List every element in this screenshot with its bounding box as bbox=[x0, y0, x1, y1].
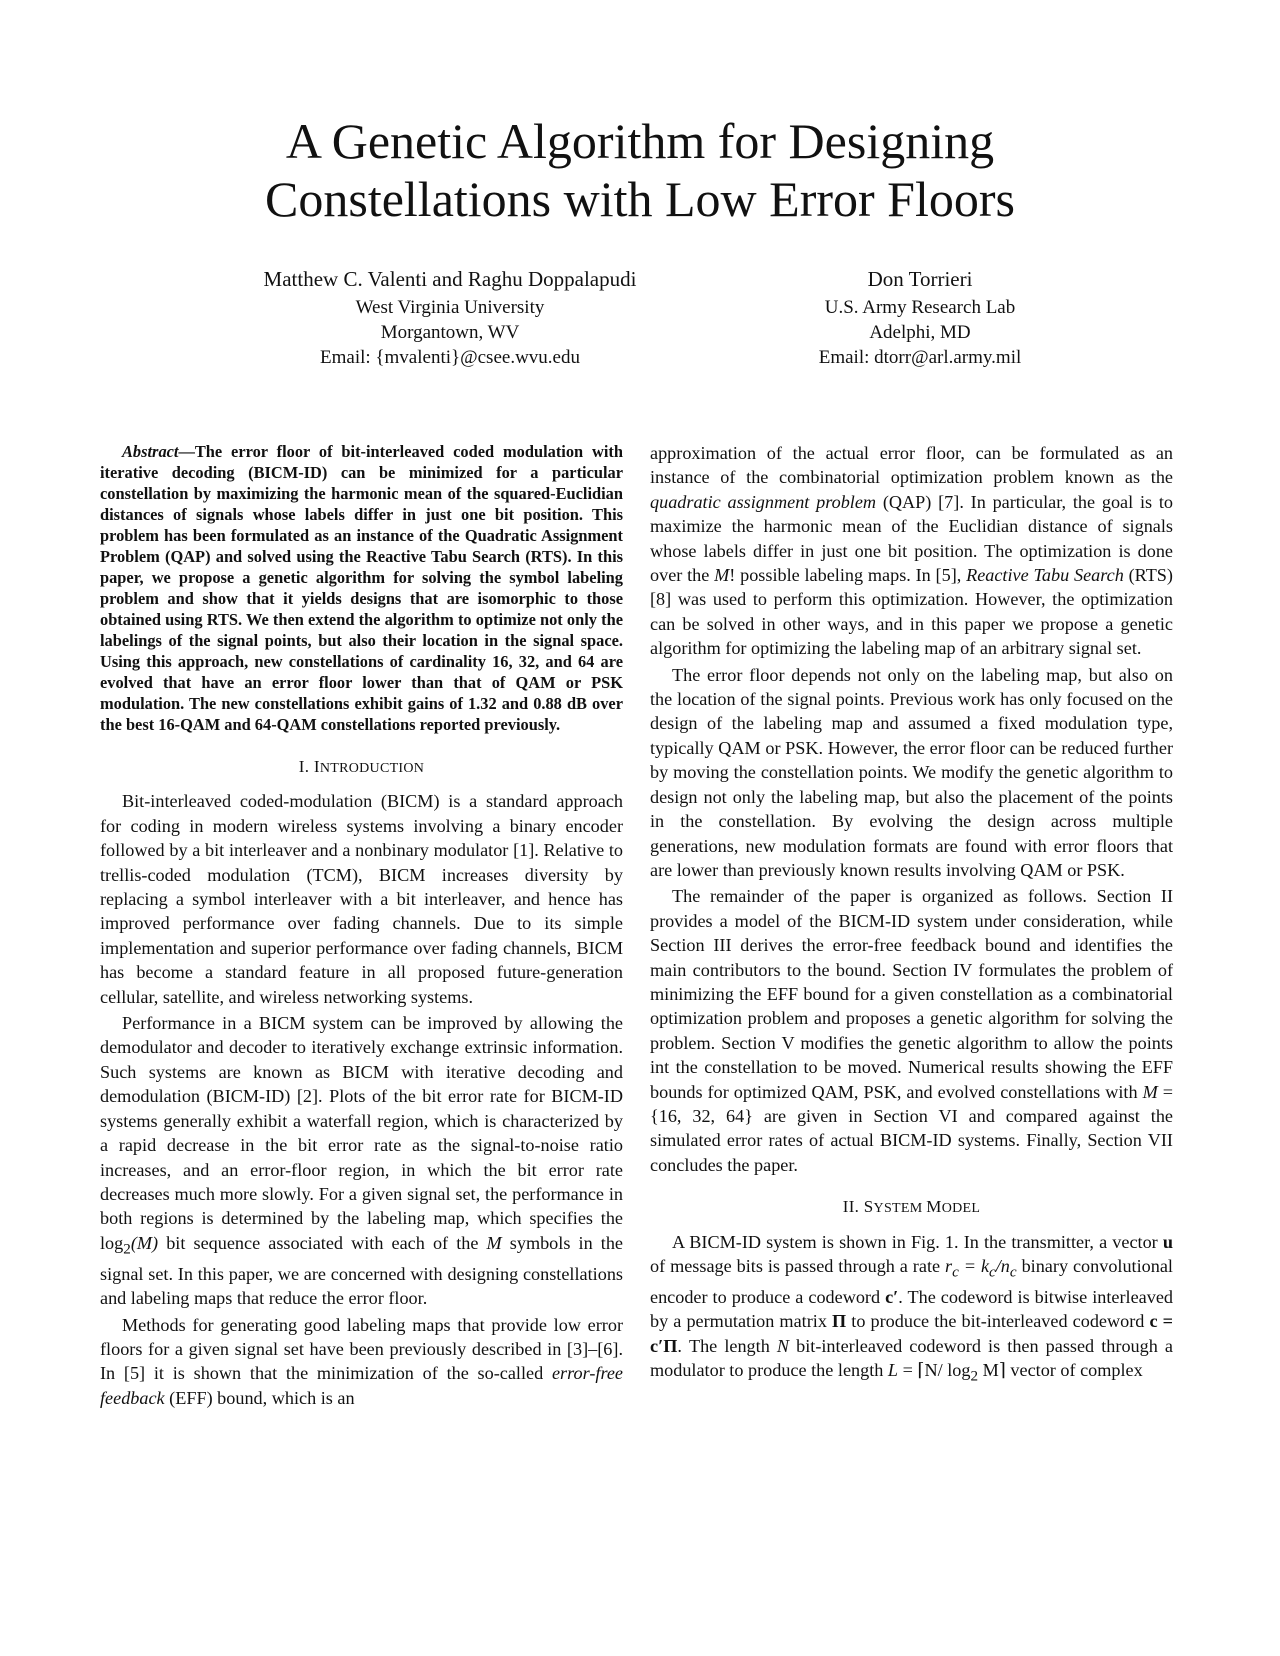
author-affiliation: U.S. Army Research Lab bbox=[824, 297, 1016, 318]
intro-paragraph-1: Bit-interleaved coded-modulation (BICM) is a standard approach for coding in modern wireless systems involving a binary encoder followed by a bit interleaver and a nonbinary modulator [1]. Relative to trellis-coded modulation (TCM), BICM increases diversity by replacing a symbol interleaver with a bit interleaver, and hence has improved performance over fading channels. Due to its simple implementation and superior performance over fading channels, BICM has become a standard feature in all proposed future-generation cellular, satellite, and wireless networking systems. bbox=[100, 791, 623, 1007]
title-line-2: Constellations with Low Error Floors bbox=[265, 171, 1015, 227]
abstract-label: Abstract bbox=[122, 442, 179, 461]
title-line-1: A Genetic Algorithm for Designing bbox=[285, 113, 995, 169]
author-block-left bbox=[230, 266, 670, 370]
section-heading-introduction: I. INTRODUCTION bbox=[298, 757, 425, 776]
section-heading-system-model: II. SYSTEM MODEL bbox=[842, 1197, 981, 1217]
right-paragraph-2: The error floor depends not only on the labeling map, but also on the location of the signal points. Previous work has only focused on the design of the labeling map and assumed a fixed modulation type, typically QAM or PSK. However, the error floor can be reduced further by moving the constellation points. We modify the genetic algorithm to design not only the labeling map, but also the placement of the points in the constellation. By evolving the design across multiple generations, new modulation formats are found with error floors that are lower than previously known results involving QAM or PSK. bbox=[650, 664, 1173, 880]
right-column bbox=[650, 441, 1173, 1391]
intro-paragraph-3: Methods for generating good labeling maps that provide low error floors for a given signal set have been previously described in [3]–[6]. In [5] it is shown that the minimization of the so-called error-free feedback (EFF) bound, which is an bbox=[100, 1314, 623, 1408]
author-affiliation: West Virginia University bbox=[355, 297, 545, 318]
right-paragraph-3: The remainder of the paper is organized as follows. Section II provides a model of the BICM-ID system under consideration, while Section III derives the error-free feedback bound and identifies the main contributors to the bound. Section IV formulates the problem of minimizing the EFF bound for a given constellation as a combinatorial optimization problem and proposes a genetic algorithm for solving the problem. Section V modifies the genetic algorithm to allow the points int the constellation to be moved. Numerical results showing the EFF bounds for optimized QAM, PSK, and evolved constellations with M = {16, 32, 64} are given in Section VI and compared against the simulated error rates of actual BICM-ID systems. Finally, Section VII concludes the paper. bbox=[650, 886, 1173, 1175]
author-names: Don Torrieri bbox=[867, 267, 973, 291]
intro-paragraph-2: Performance in a BICM system can be improved by allowing the demodulator and decoder to iteratively exchange extrinsic information. Such systems are known as BICM with iterative decoding and demodulation (BICM-ID) [2]. Plots of the bit error rate for BICM-ID systems generally exhibit a waterfall region, which is characterized by a rapid decrease in the bit error rate as the signal-to-noise ratio increases, and an error-floor region, in which the bit error rate decreases much more slowly. For a given signal set, the performance in both regions is determined by the labeling map, which specifies the $\log_2(M)$ bit sequence associated with each of the M symbols in the signal set. In this paper, we are concerned with designing constellations and labeling maps that reduce the error floor. bbox=[100, 1013, 623, 1309]
author-location: Adelphi, MD bbox=[869, 322, 971, 343]
right-paragraph-1: approximation of the actual error floor, can be formulated as an instance of the combinatorial optimization problem known as the quadratic assignment problem (QAP) [7]. In particular, the goal is to maximize the harmonic mean of the Euclidian distance of signals whose labels differ in just one bit position. The optimization is done over the M! possible labeling maps. In [5], Reactive Tabu Search (RTS) [8] was used to perform this optimization. However, the optimization can be solved in other ways, and in this paper we propose a genetic algorithm for optimizing the labeling map of an arbitrary signal set. bbox=[650, 443, 1173, 659]
author-email: Email: {mvalenti}@csee.wvu.edu bbox=[320, 347, 580, 368]
abstract bbox=[100, 441, 623, 735]
system-model-paragraph: A BICM-ID system is shown in Fig. 1. In the transmitter, a vector u of message bits is passed through a rate $r_c = k_c/n_c$ binary convolutional encoder to produce a codeword c′. The codeword is bitwise interleaved by a permutation matrix Π to produce the bit-interleaved codeword c = c′Π. The length N bit-interleaved codeword is then passed through a modulator to produce the length L = ⌈N/ $\log_2$ M⌉ vector of complex bbox=[650, 1231, 1174, 1385]
author-names: Matthew C. Valenti and Raghu Doppalapudi bbox=[263, 267, 637, 291]
author-block-right bbox=[770, 266, 1070, 370]
author-location: Morgantown, WV bbox=[380, 322, 520, 343]
abstract-text: —The error floor of bit-interleaved coded modulation with iterative decoding (BICM-ID) can be minimized for a particular constellation by maximizing the harmonic mean of the squared-Euclidian distances of signals whose labels differ in just one bit position. This problem has been formulated as an instance of the Quadratic Assignment Problem (QAP) and solved using the Reactive Tabu Search (RTS). In this paper, we propose a genetic algorithm for solving the symbol labeling problem and show that it yields designs that are isomorphic to those obtained using RTS. We then extend the algorithm to optimize not only the labelings of the signal points, but also their location in the signal space. Using this approach, new constellations of cardinality 16, 32, and 64 are evolved that have an error floor lower than that of QAM or PSK modulation. The new constellations exhibit gains of 1.32 and 0.88 dB over the best 16-QAM and 64-QAM constellations reported previously. bbox=[100, 442, 623, 734]
paper-title bbox=[100, 112, 1180, 228]
left-column bbox=[100, 441, 623, 1412]
author-email: Email: dtorr@arl.army.mil bbox=[818, 347, 1022, 368]
